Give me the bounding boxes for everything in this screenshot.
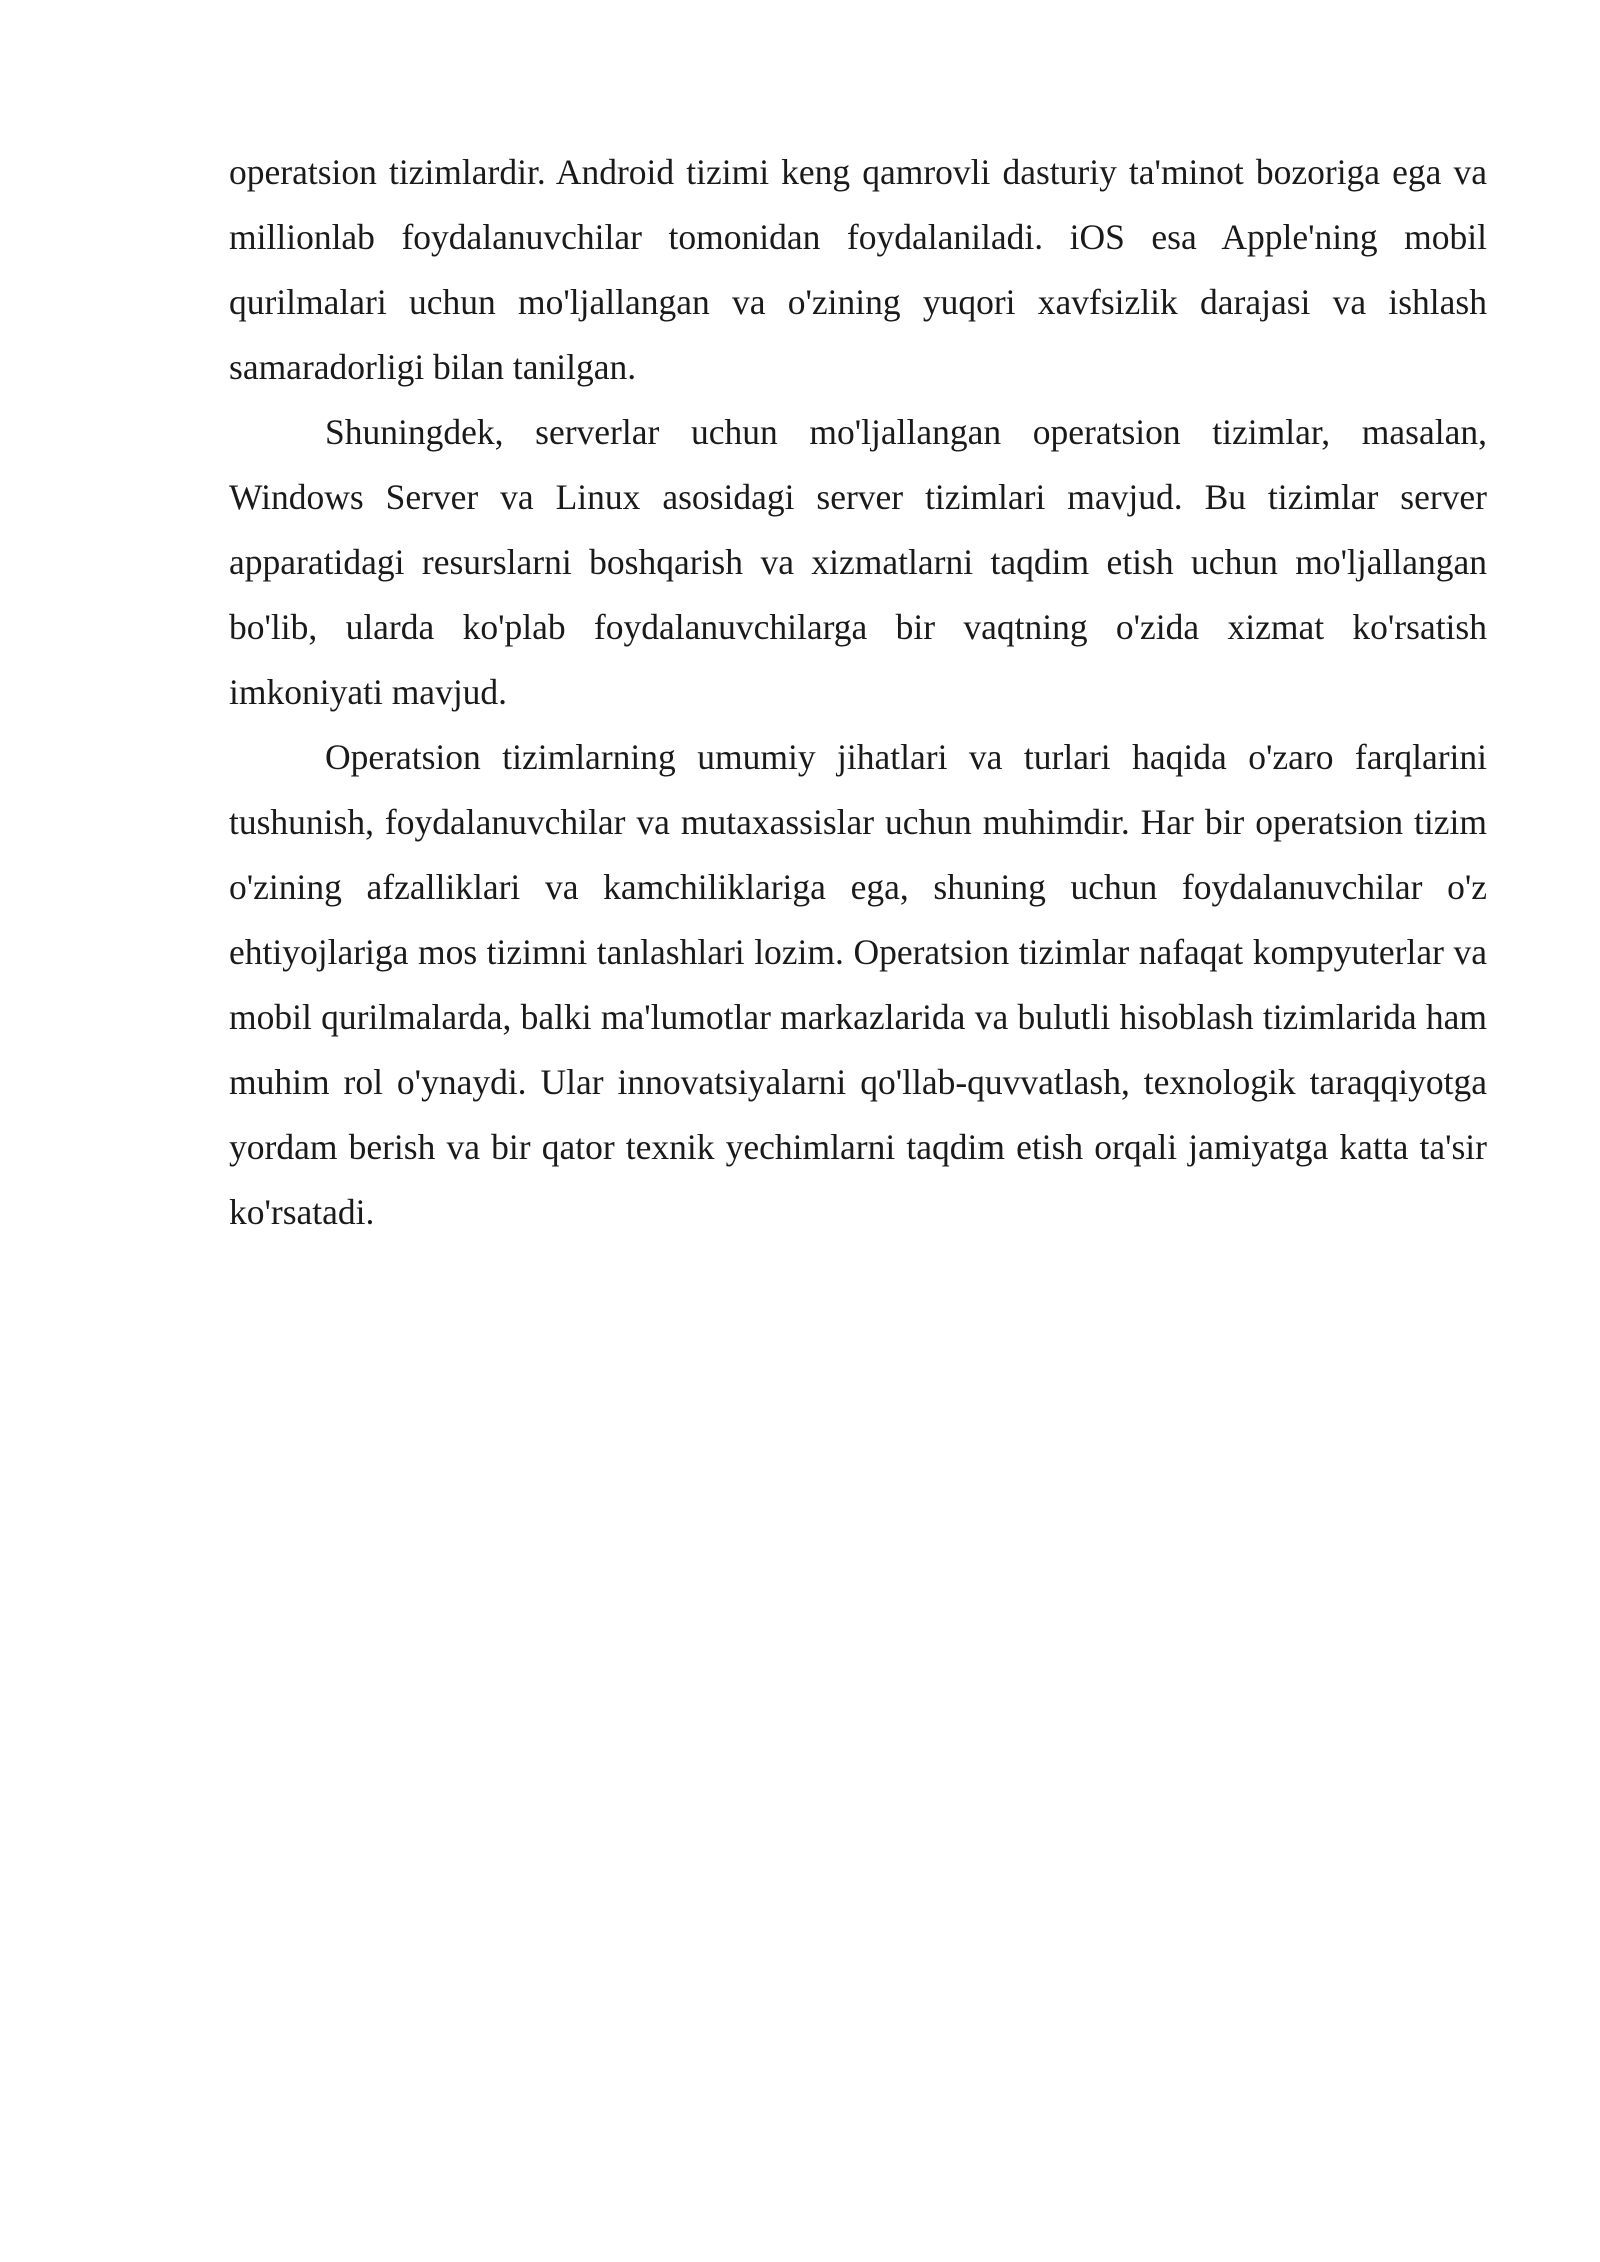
paragraph-continuation: operatsion tizimlardir. Android tizimi keng qamrovli dasturiy ta'minot bozoriga ega va millionlab foydalanuvchilar tomonidan foydalaniladi. iOS esa Apple'ning mobil qurilmalari uchun mo'ljallangan va o'zining yuqori xavfsizlik darajasi va ishlash samaradorligi bilan tanilgan. bbox=[229, 152, 1487, 387]
paragraph-os-summary: Operatsion tizimlarning umumiy jihatlari va turlari haqida o'zaro farqlarini tushunish, foydalanuvchilar va mutaxassislar uchun muhimdir. Har bir operatsion tizim o'zining afzalliklari va kamchiliklariga ega, shuning uchun foydalanuvchilar o'z ehtiyojlariga mos tizimni tanlashlari lozim. Operatsion tizimlar nafaqat kompyuterlar va mobil qurilmalarda, balki ma'lumotlar markazlarida va bulutli hisoblash tizimlarida ham muhim rol o'ynaydi. Ular innovatsiyalarni qo'llab-quvvatlash, texnologik taraqqiyotga yordam berish va bir qator texnik yechimlarni taqdim etish orqali jamiyatga katta ta'sir ko'rsatadi. bbox=[229, 737, 1487, 1232]
document-body bbox=[229, 140, 1487, 1245]
paragraph-server-os: Shuningdek, serverlar uchun mo'ljallangan operatsion tizimlar, masalan, Windows Server va Linux asosidagi server tizimlari mavjud. Bu tizimlar server apparatidagi resurslarni boshqarish va xizmatlarni taqdim etish uchun mo'ljallangan bo'lib, ularda ko'plab foydalanuvchilarga bir vaqtning o'zida xizmat ko'rsatish imkoniyati mavjud. bbox=[229, 412, 1487, 712]
